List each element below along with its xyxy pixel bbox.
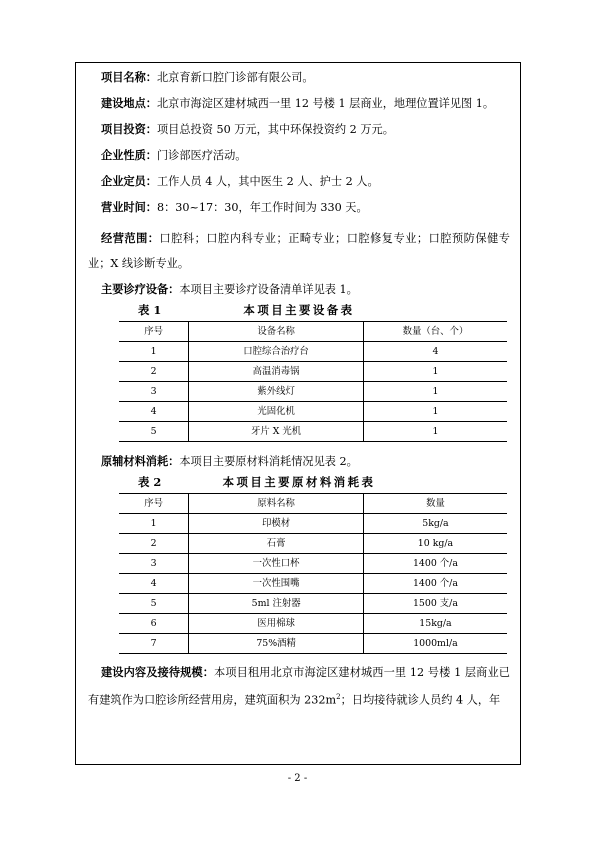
project-name-label: 项目名称： [101,70,157,84]
table-cell: 1500 支/a [363,594,507,614]
table-cell: 1 [363,402,507,422]
investment-line [88,122,510,137]
table-row [119,514,507,534]
location-label: 建设地点： [101,96,157,110]
table-cell: 3 [119,554,189,574]
table-row [119,382,507,402]
scope-line [88,226,510,276]
table-cell: 7 [119,634,189,654]
table-header-row [119,322,507,342]
page-frame-bottom [75,764,521,765]
project-name-value: 北京育新口腔门诊部有限公司。 [156,71,314,84]
table2-title: 本项目主要原材料消耗表 [222,475,376,489]
table-cell: 3 [119,382,189,402]
table-row [119,594,507,614]
table-cell: 光固化机 [189,402,364,422]
table-cell: 4 [119,402,189,422]
table-row [119,342,507,362]
table-header-row [119,494,507,514]
location-line [88,96,510,111]
table-cell: 石膏 [189,534,364,554]
table-row [119,534,507,554]
table-row [119,634,507,654]
equipment-intro-label: 主要诊疗设备： [101,282,180,296]
equipment-intro-value: 本项目主要诊疗设备清单详见表 1。 [179,283,358,296]
table-cell: 一次性口杯 [189,554,364,574]
hours-label: 营业时间： [101,200,157,214]
table-cell: 1400 个/a [363,574,507,594]
table-cell: 6 [119,614,189,634]
table-cell: 15kg/a [363,614,507,634]
table-cell: 5kg/a [363,514,507,534]
table-header-cell: 序号 [119,322,189,342]
table-cell: 紫外线灯 [189,382,364,402]
table-cell: 1400 个/a [363,554,507,574]
equipment-intro-line [88,282,510,297]
table1-title: 本项目主要设备表 [243,303,355,317]
staff-line [88,174,510,189]
table-cell: 4 [363,342,507,362]
table-cell: 4 [119,574,189,594]
area-superscript: 2 [336,693,341,701]
table1-caption [88,303,510,317]
table-row [119,574,507,594]
staff-label: 企业定员： [101,174,157,188]
table-header-cell: 序号 [119,494,189,514]
materials-table [119,493,507,654]
construction-value-b: ；日均接待就诊人员约 4 人，年 [340,693,501,707]
table-header-cell: 设备名称 [189,322,364,342]
table-cell: 1 [363,362,507,382]
table-cell: 1 [363,422,507,442]
table-cell: 5 [119,594,189,614]
project-name-line [88,70,510,85]
materials-intro-value: 本项目主要原材料消耗情况见表 2。 [179,455,358,468]
table-cell: 2 [119,534,189,554]
hours-line [88,200,510,215]
construction-label: 建设内容及接待规模： [101,665,215,679]
table-cell: 1 [363,382,507,402]
table-cell: 5ml 注射器 [189,594,364,614]
table-cell: 2 [119,362,189,382]
table1-number: 表 1 [138,303,162,317]
construction-value-a: 本项目租用北京市海淀区建材城西一里 12 号楼 1 层商业已有建筑作为口腔诊所经营用房，建筑面积为 232m [88,666,510,707]
table-header-cell: 原料名称 [189,494,364,514]
equipment-table [119,321,507,442]
scope-value: 口腔科；口腔内科专业；正畸专业；口腔修复专业；口腔预防保健专业；X 线诊断专业。 [88,232,510,270]
nature-line [88,148,510,163]
table2-number: 表 2 [138,475,162,489]
table-cell: 75%酒精 [189,634,364,654]
table-row [119,614,507,634]
page-number: - 2 - [287,773,308,784]
staff-value: 工作人员 4 人，其中医生 2 人、护士 2 人。 [156,175,379,188]
investment-value: 项目总投资 50 万元，其中环保投资约 2 万元。 [156,123,394,136]
table-cell: 1000ml/a [363,634,507,654]
table-header-cell: 数量（台、个） [363,322,507,342]
nature-label: 企业性质： [101,148,157,162]
table-row [119,554,507,574]
location-value: 北京市海淀区建材城西一里 12 号楼 1 层商业，地理位置详见图 1。 [156,97,495,110]
table-cell: 口腔综合治疗台 [189,342,364,362]
table-cell: 1 [119,514,189,534]
document-body [88,70,510,715]
nature-value: 门诊部医疗活动。 [156,149,247,162]
table-cell: 医用棉球 [189,614,364,634]
scope-label: 经营范围： [101,231,160,245]
table-cell: 一次性围嘴 [189,574,364,594]
table-cell: 1 [119,342,189,362]
investment-label: 项目投资： [101,122,157,136]
hours-value: 8：30~17：30，年工作时间为 330 天。 [156,201,368,214]
table-row [119,362,507,382]
table-row [119,402,507,422]
table-cell: 牙片 X 光机 [189,422,364,442]
table-cell: 印模材 [189,514,364,534]
construction-line [88,660,510,713]
table-row [119,422,507,442]
table-cell: 5 [119,422,189,442]
materials-intro-label: 原辅材料消耗： [101,454,180,468]
table2-caption [88,475,510,489]
table-cell: 高温消毒锅 [189,362,364,382]
table-cell: 10 kg/a [363,534,507,554]
table-header-cell: 数量 [363,494,507,514]
materials-intro-line [88,454,510,469]
